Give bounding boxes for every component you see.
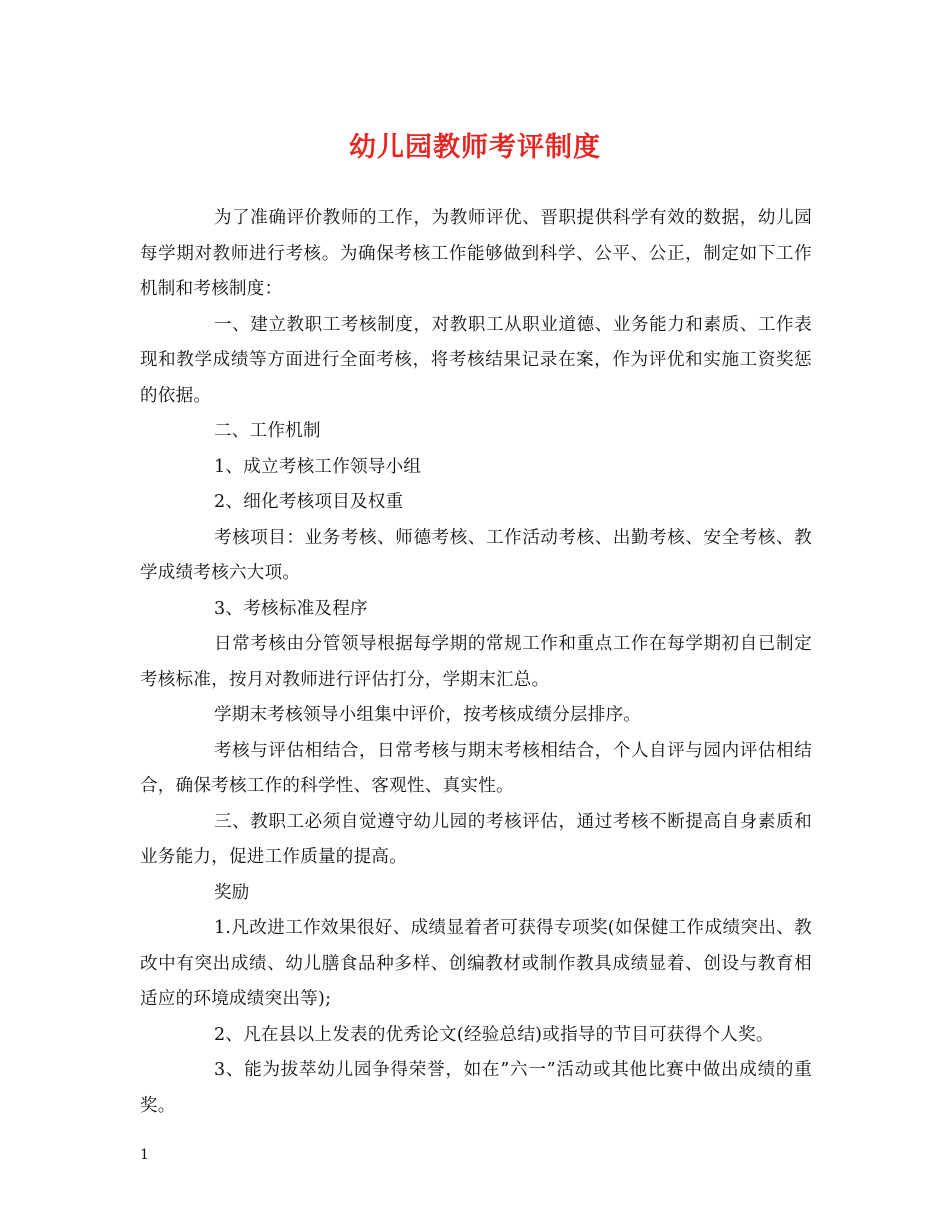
paragraph-section-2-heading: 二、工作机制 (214, 421, 321, 441)
paragraph-daily-assessment: 日常考核由分管领导根据每学期的常规工作和重点工作在每学期初自已制定考核标准，按月对教师进行评估打分，学期末汇总。 (140, 634, 812, 690)
paragraph-combined-assessment: 考核与评估相结合，日常考核与期末考核相结合，个人自评与园内评估相结合，确保考核工作的科学性、客观性、真实性。 (140, 740, 812, 796)
paragraph-item-2: 2、细化考核项目及权重 (214, 492, 404, 512)
paragraph-intro: 为了准确评价教师的工作，为教师评优、晋职提供科学有效的数据，幼儿园每学期对教师进行考核。为确保考核工作能够做到科学、公平、公正，制定如下工作机制和考核制度： (140, 208, 812, 299)
document-title: 幼儿园教师考评制度 (349, 132, 601, 163)
paragraph-reward-2: 2、凡在县以上发表的优秀论文(经验总结)或指导的节目可获得个人奖。 (214, 1024, 774, 1045)
paragraph-reward-3: 3、能为拔萃幼儿园争得荣誉，如在”六一”活动或其他比赛中做出成绩的重奖。 (140, 1060, 812, 1116)
document-body (140, 201, 812, 1124)
paragraph-section-1: 一、建立教职工考核制度，对教职工从职业道德、业务能力和素质、工作表现和教学成绩等方面进行全面考核，将考核结果记录在案，作为评优和实施工资奖惩的依据。 (140, 314, 812, 406)
paragraph-assessment-items: 考核项目：业务考核、师德考核、工作活动考核、出勤考核、安全考核、教学成绩考核六大项。 (140, 527, 812, 583)
paragraph-item-1: 1、成立考核工作领导小组 (214, 456, 422, 477)
page-number: 1 (140, 1147, 149, 1163)
paragraph-term-end-assessment: 学期末考核领导小组集中评价，按考核成绩分层排序。 (214, 705, 642, 725)
paragraph-reward-1: 1.凡改进工作效果很好、成绩显着者可获得专项奖(如保健工作成绩突出、教改中有突出成绩、幼儿膳食品种多样、创编教材或制作教具成绩显着、创设与教育相适应的环境成绩突出等); (140, 918, 812, 1009)
paragraph-item-3: 3、考核标准及程序 (214, 598, 368, 619)
paragraph-rewards-heading: 奖励 (214, 882, 250, 903)
paragraph-section-3: 三、教职工必须自觉遵守幼儿园的考核评估，通过考核不断提高自身素质和业务能力，促进工作质量的提高。 (140, 811, 812, 867)
